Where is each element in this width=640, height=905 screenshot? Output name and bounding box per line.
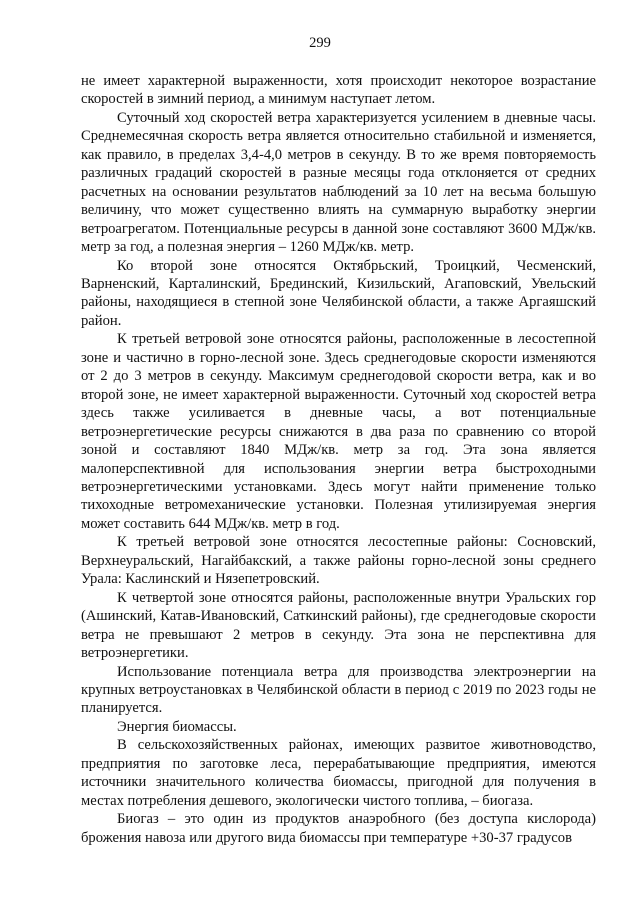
paragraph: К четвертой зоне относятся районы, расположенные внутри Уральских гор (Ашинский, Катав-Ивановский, Саткинский районы), где среднегодовые скорости ветра не превышают 2 метров в секунду. Эта зона не перспективна для ветроэнергетики.: [81, 589, 596, 662]
page-number: 299: [309, 35, 331, 51]
paragraph: Суточный ход скоростей ветра характеризуется усилением в дневные часы. Среднемесячная скорость ветра является относительно стабильной и изменяется, как правило, в пределах 3,4-4,0 метров в секунду. В то же время повторяемость различных градаций скоростей в разные месяцы года отклоняется от средних расчетных на основании результатов наблюдений за 10 лет на весьма большую величину, что может существенно влиять на суммарную выработку энергии ветроагрегатом. Потенциальные ресурсы в данной зоне составляют 3600 МДж/кв. метр за год, а полезная энергия – 1260 МДж/кв. метр.: [81, 109, 596, 256]
paragraph: К третьей ветровой зоне относятся районы, расположенные в лесостепной зоне и частично в горно-лесной зоне. Здесь среднегодовые скорости изменяются от 2 до 3 метров в секунду. Максимум среднегодовой скорости ветра, как и во второй зоне, не имеет характерной выраженности. Суточный ход скоростей ветра здесь также усиливается в дневные часы, а вот потенциальные ветроэнергетические ресурсы снижаются в два раза по сравнению со второй зоной и составляют 1840 МДж/кв. метр за год. Эта зона является малоперспективной для использования энергии ветра быстроходными ветроэнергетическими установками. Здесь могут найти применение только тихоходные ветромеханические установки. Полезная утилизируемая энергия может составить 644 МДж/кв. метр в год.: [81, 331, 596, 532]
paragraph: Использование потенциала ветра для производства электроэнергии на крупных ветроустановках в Челябинской области в период с 2019 по 2023 годы не планируется.: [81, 663, 596, 717]
paragraph: В сельскохозяйственных районах, имеющих развитое животноводство, предприятия по заготовке леса, перерабатывающие предприятия, имеются источники значительного количества биомассы, пригодной для получения в местах потребления дешевого, экологически чистого топлива, – биогаза.: [81, 737, 596, 809]
paragraph: не имеет характерной выраженности, хотя происходит некоторое возрастание скоростей в зимний период, а минимум наступает летом.: [81, 73, 596, 108]
body-text: [81, 72, 596, 847]
paragraph: Ко второй зоне относятся Октябрьский, Троицкий, Чесменский, Варненский, Карталинский, Брединский, Кизильский, Агаповский, Увельский районы, находящиеся в степной зоне Челябинской области, а также Аргаяшский район.: [81, 257, 596, 329]
paragraph: К третьей ветровой зоне относятся лесостепные районы: Сосновский, Верхнеуральский, Нагайбакский, а также районы горно-лесной зоны среднего Урала: Каслинский и Нязепетровский.: [81, 534, 596, 588]
paragraph: Биогаз – это один из продуктов анаэробного (без доступа кислорода) брожения навоза или другого вида биомассы при температуре +30-37 градусов: [81, 811, 596, 846]
section-heading: Энергия биомассы.: [117, 718, 237, 735]
